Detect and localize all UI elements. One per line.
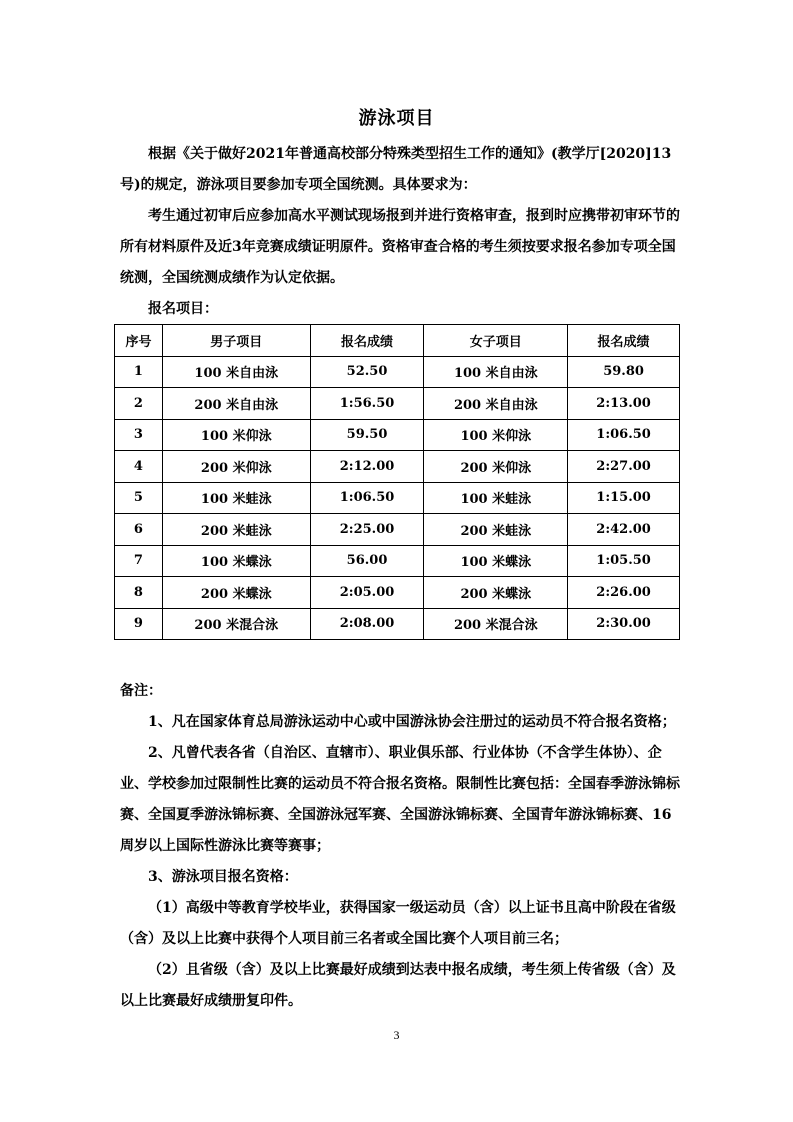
table-row xyxy=(115,608,680,640)
cell-men-score: 2:25.00 xyxy=(310,514,424,546)
note-3-item-1: （1）高级中等教育学校毕业，获得国家一级运动员（含）以上证书且高中阶段在省级（含）及以上比赛中获得个人项目前三名者或全国比赛个人项目前三名； xyxy=(120,900,676,947)
cell-men-score: 56.00 xyxy=(310,545,424,577)
cell-men-event: 100 米蛙泳 xyxy=(162,482,310,514)
cell-index: 2 xyxy=(115,388,163,420)
header-index: 序号 xyxy=(115,325,163,357)
table-header-row xyxy=(115,325,680,357)
table-row xyxy=(115,482,680,514)
cell-men-score: 52.50 xyxy=(310,356,424,388)
cell-men-score: 2:08.00 xyxy=(310,608,424,640)
note-1: 1、凡在国家体育总局游泳运动中心或中国游泳协会注册过的运动员不符合报名资格； xyxy=(148,714,676,730)
cell-index: 6 xyxy=(115,514,163,546)
cell-women-score: 2:13.00 xyxy=(568,388,680,420)
cell-index: 5 xyxy=(115,482,163,514)
cell-men-score: 2:12.00 xyxy=(310,451,424,483)
header-men-score: 报名成绩 xyxy=(310,325,424,357)
cell-men-event: 200 米自由泳 xyxy=(162,388,310,420)
cell-men-score: 59.50 xyxy=(310,419,424,451)
page-title: 游泳项目 xyxy=(358,108,435,129)
table-row xyxy=(115,419,680,451)
cell-women-score: 2:30.00 xyxy=(568,608,680,640)
cell-women-score: 2:27.00 xyxy=(568,451,680,483)
header-women-score: 报名成绩 xyxy=(568,325,680,357)
cell-women-score: 1:06.50 xyxy=(568,419,680,451)
cell-men-event: 200 米蛙泳 xyxy=(162,514,310,546)
cell-men-event: 200 米仰泳 xyxy=(162,451,310,483)
cell-index: 9 xyxy=(115,608,163,640)
cell-men-event: 100 米仰泳 xyxy=(162,419,310,451)
cell-index: 7 xyxy=(115,545,163,577)
cell-women-event: 200 米蝶泳 xyxy=(424,577,568,609)
cell-women-event: 200 米蛙泳 xyxy=(424,514,568,546)
cell-women-event: 100 米仰泳 xyxy=(424,419,568,451)
notes-label: 备注： xyxy=(120,683,162,699)
events-table xyxy=(114,324,680,640)
cell-women-event: 100 米蝶泳 xyxy=(424,545,568,577)
cell-women-event: 200 米自由泳 xyxy=(424,388,568,420)
cell-women-event: 100 米自由泳 xyxy=(424,356,568,388)
table-row xyxy=(115,356,680,388)
note-2: 2、凡曾代表各省（自治区、直辖市）、职业俱乐部、行业体协（不含学生体协）、企业、学校参加过限制性比赛的运动员不符合报名资格。限制性比赛包括：全国春季游泳锦标赛、全国夏季游泳锦标赛、全国游泳冠军赛、全国游泳锦标赛、全国青年游泳锦标赛、16 周岁以上国际性游泳比赛等赛事； xyxy=(120,745,680,854)
cell-men-event: 200 米蝶泳 xyxy=(162,577,310,609)
cell-men-score: 1:06.50 xyxy=(310,482,424,514)
cell-women-event: 100 米蛙泳 xyxy=(424,482,568,514)
cell-women-score: 1:05.50 xyxy=(568,545,680,577)
page-number: 3 xyxy=(393,1028,400,1042)
cell-women-score: 2:26.00 xyxy=(568,577,680,609)
cell-index: 1 xyxy=(115,356,163,388)
table-row xyxy=(115,451,680,483)
table-row xyxy=(115,545,680,577)
header-men-event: 男子项目 xyxy=(162,325,310,357)
cell-index: 3 xyxy=(115,419,163,451)
cell-men-score: 2:05.00 xyxy=(310,577,424,609)
cell-women-event: 200 米混合泳 xyxy=(424,608,568,640)
cell-women-score: 59.80 xyxy=(568,356,680,388)
cell-women-event: 200 米仰泳 xyxy=(424,451,568,483)
intro-paragraph: 根据《关于做好2021年普通高校部分特殊类型招生工作的通知》(教学厅[2020]13号)的规定，游泳项目要参加专项全国统测。具体要求为： xyxy=(120,146,672,193)
cell-women-score: 2:42.00 xyxy=(568,514,680,546)
table-row xyxy=(115,577,680,609)
note-3-item-2: （2）且省级（含）及以上比赛最好成绩到达表中报名成绩，考生须上传省级（含）及以上比赛最好成绩册复印件。 xyxy=(120,962,676,1009)
cell-index: 4 xyxy=(115,451,163,483)
requirement-paragraph: 考生通过初审后应参加高水平测试现场报到并进行资格审查，报到时应携带初审环节的所有材料原件及近3年竞赛成绩证明原件。资格审查合格的考生须按要求报名参加专项全国统测，全国统测成绩作为认定依据。 xyxy=(120,208,680,286)
cell-men-event: 100 米蝶泳 xyxy=(162,545,310,577)
note-3: 3、游泳项目报名资格： xyxy=(148,869,298,885)
cell-men-event: 100 米自由泳 xyxy=(162,356,310,388)
header-women-event: 女子项目 xyxy=(424,325,568,357)
cell-women-score: 1:15.00 xyxy=(568,482,680,514)
cell-men-score: 1:56.50 xyxy=(310,388,424,420)
cell-men-event: 200 米混合泳 xyxy=(162,608,310,640)
events-label: 报名项目： xyxy=(148,301,218,317)
cell-index: 8 xyxy=(115,577,163,609)
table-row xyxy=(115,514,680,546)
table-row xyxy=(115,388,680,420)
